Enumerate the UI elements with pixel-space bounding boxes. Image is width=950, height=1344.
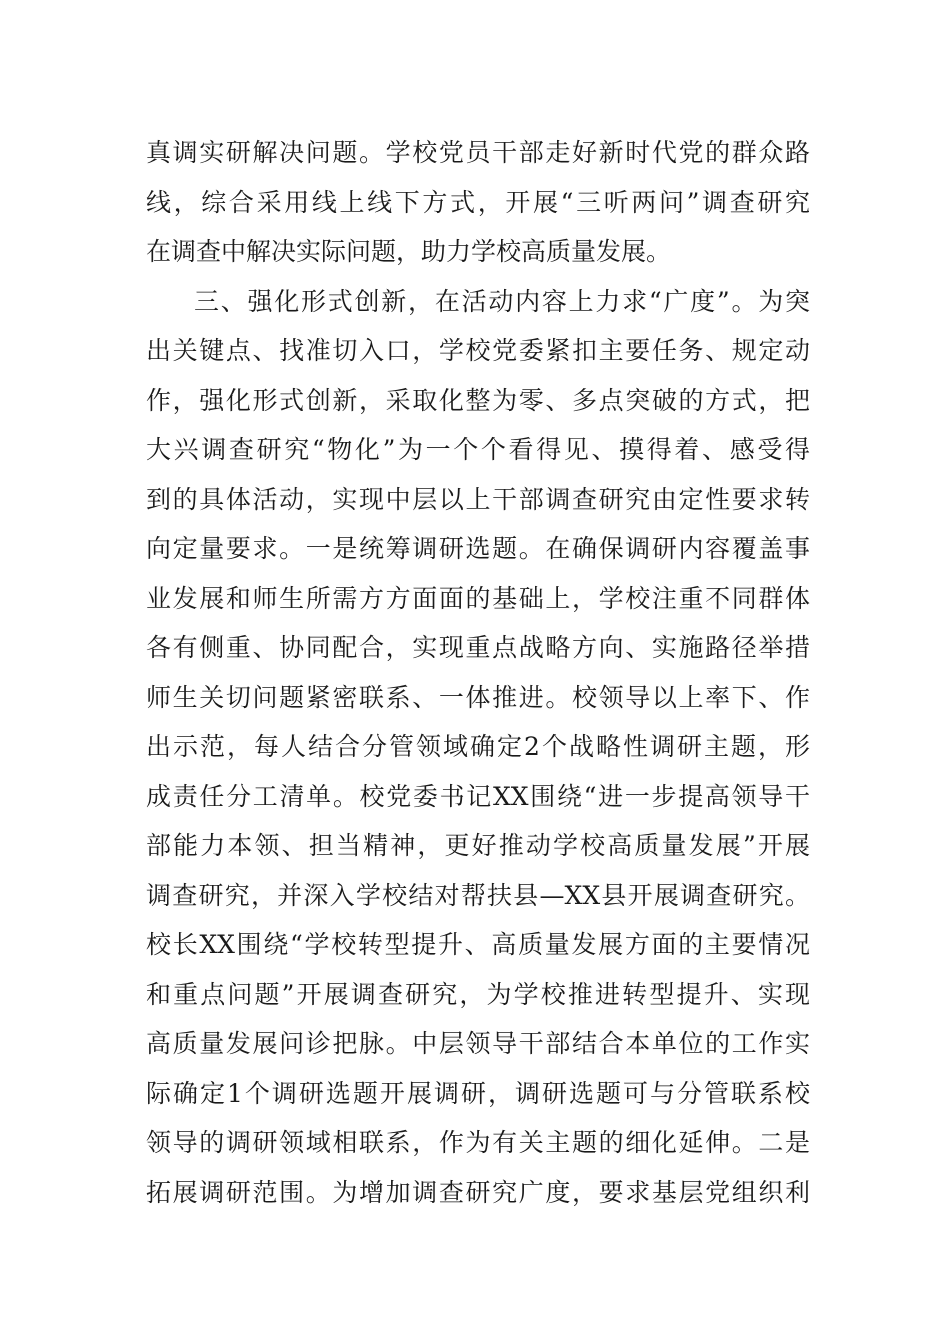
text-line: 三、强化形式创新，在活动内容上力求“广度”。为突 [194,286,810,316]
text-line: 向定量要求。一是统筹调研选题。在确保调研内容覆盖事 [146,534,810,563]
text-line: 真调实研解决问题。学校党员干部走好新时代党的群众路 [146,138,810,167]
text-line: 师生关切问题紧密联系、一体推进。校领导以上率下、作 [146,682,810,712]
text-line: 业发展和师生所需方方面面的基础上，学校注重不同群体 [146,583,810,613]
text-line: 调查研究，并深入学校结对帮扶县—XX县开展调查研究。 [146,880,810,910]
text-line: 成责任分工清单。校党委书记XX围绕“进一步提高领导干 [146,781,810,811]
text-line: 领导的调研领域相联系，作为有关主题的细化延伸。二是 [146,1128,810,1157]
text-line: 到的具体活动，实现中层以上干部调查研究由定性要求转 [146,484,810,514]
text-line: 部能力本领、担当精神，更好推动学校高质量发展”开展 [146,831,810,860]
text-line: 高质量发展问诊把脉。中层领导干部结合本单位的工作实 [146,1029,810,1058]
body-text [146,128,810,1217]
text-line: 作，强化形式创新，采取化整为零、多点突破的方式，把 [146,385,810,415]
text-line: 各有侧重、协同配合，实现重点战略方向、实施路径举措 [146,633,810,662]
text-line: 际确定1个调研选题开展调研，调研选题可与分管联系校 [146,1078,810,1108]
text-line: 出关键点、找准切入口，学校党委紧扣主要任务、规定动 [146,336,810,365]
text-line: 大兴调查研究“物化”为一个个看得见、摸得着、感受得 [146,435,810,464]
text-line: 线，综合采用线上线下方式，开展“三听两问”调查研究 [146,187,810,217]
text-line: 和重点问题”开展调查研究，为学校推进转型提升、实现 [146,979,810,1009]
text-line: 拓展调研范围。为增加调查研究广度，要求基层党组织利 [146,1177,810,1207]
text-line: 校长XX围绕“学校转型提升、高质量发展方面的主要情况 [146,930,810,959]
text-line: 出示范，每人结合分管领域确定2个战略性调研主题，形 [146,732,810,761]
text-line: 在调查中解决实际问题，助力学校高质量发展。 [146,237,672,266]
